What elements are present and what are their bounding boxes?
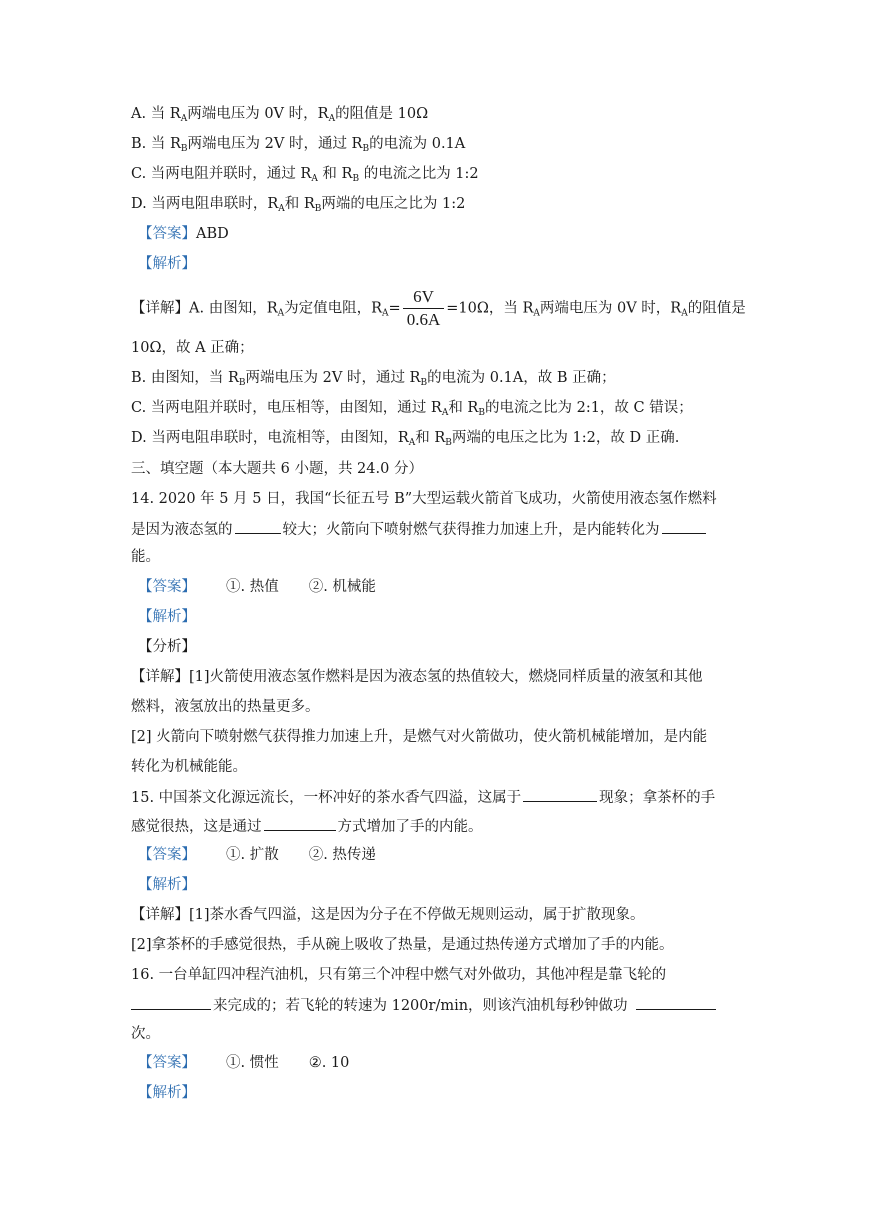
- detail-text: [1]火箭使用液态氢作燃料是因为液态氢的热值较大，燃烧同样质量的液氢和其他: [189, 669, 703, 685]
- subscript: A: [681, 308, 688, 319]
- option-c-pre: C. 当两电阻并联时，通过 R: [131, 166, 312, 182]
- answer-2: ②. 机械能: [308, 579, 376, 595]
- q15-detail-1: [131, 905, 645, 925]
- subscript: A: [311, 174, 318, 184]
- detail-b-pre: B. 由图知，当 R: [131, 370, 239, 386]
- subscript: A: [328, 114, 336, 124]
- detail-d: [131, 428, 679, 453]
- subscript: B: [180, 144, 188, 154]
- q14-analysis: [138, 607, 196, 627]
- answer-1: ①. 惯性: [226, 1055, 279, 1071]
- answer-label: 【答案】: [138, 1055, 196, 1071]
- answer-blank[interactable]: [264, 816, 336, 831]
- option-a-post: 的阻值是 10Ω: [335, 106, 429, 122]
- detail-d-post: 两端的电压之比为 1:2，故 D 正确.: [451, 430, 680, 446]
- analysis-label: 【解析】: [138, 1085, 196, 1101]
- q14-line3: 能。: [131, 549, 160, 565]
- equals-sign: =: [388, 300, 401, 317]
- subscript: A: [533, 308, 540, 319]
- answer-blank[interactable]: [235, 519, 281, 534]
- subscript: B: [445, 438, 452, 448]
- section-title: 三、填空题（本大题共 6 小题，共 24.0 分）: [131, 461, 423, 477]
- q13-analysis-label: [138, 254, 196, 274]
- subscript: A: [278, 204, 285, 214]
- q14-detail-2b: 转化为机械能能。: [131, 759, 247, 775]
- q14-fenxi: 【分析】: [138, 639, 196, 655]
- option-b-post: 的电流为 0.1A: [369, 136, 466, 152]
- option-b-pre: B. 当 R: [131, 136, 181, 152]
- q16-line3: 次。: [131, 1026, 160, 1042]
- answer-blank[interactable]: [662, 519, 706, 534]
- q15-line2-a: 感觉很热，这是通过: [131, 819, 262, 835]
- q16-analysis: [138, 1083, 196, 1103]
- subscript: B: [238, 378, 246, 388]
- detail-a-post2: 两端电压为 0V 时，R: [539, 300, 682, 317]
- detail-a-post3: 的阻值是: [687, 300, 746, 317]
- subscript: B: [314, 204, 322, 214]
- q16-line2-b: 来完成的；若飞轮的转速为 1200r/min，则该汽油机每秒钟做功: [213, 998, 628, 1014]
- option-c: [131, 164, 479, 189]
- fraction: [403, 286, 445, 331]
- q16-answer: [138, 1053, 349, 1073]
- option-d-pre: D. 当两电阻串联时，R: [131, 196, 279, 212]
- option-b: [131, 134, 465, 159]
- option-d: [131, 194, 465, 219]
- q14-detail-2a: [2] 火箭向下喷射燃气获得推力加速上升，是燃气对火箭做功，使火箭机械能增加，是内能: [131, 729, 708, 745]
- subscript: A: [382, 308, 389, 319]
- option-a-pre: A. 当 R: [131, 106, 181, 122]
- detail-d-mid: 和 R: [415, 430, 446, 446]
- option-d-post: 两端的电压之比为 1:2: [321, 196, 466, 212]
- q15-line1-a: 15. 中国茶文化源远流长，一杯冲好的茶水香气四溢，这属于: [131, 790, 522, 806]
- q15-detail-2: [2]拿茶杯的手感觉很热，手从碗上吸收了热量，是通过热传递方式增加了手的内能。: [131, 937, 674, 953]
- subscript: A: [408, 438, 416, 448]
- answer-1: ①. 扩散: [226, 847, 279, 863]
- option-a: [131, 104, 428, 129]
- answer-1: ①. 热值: [226, 579, 279, 595]
- subscript: A: [441, 408, 449, 418]
- detail-c-pre: C. 当两电阻并联时，电压相等，由图知，通过 R: [131, 400, 442, 416]
- subscript: B: [478, 408, 485, 418]
- answer-2: ②. 10: [308, 1055, 350, 1071]
- answer-blank[interactable]: [636, 995, 716, 1010]
- q14-line2-b: 较大；火箭向下喷射燃气获得推力加速上升，是内能转化为: [282, 522, 660, 538]
- detail-a-pre: A. 由图知，R: [189, 300, 278, 317]
- subscript: B: [420, 378, 428, 388]
- q15-line2: [131, 816, 483, 837]
- detail-a: [131, 286, 746, 336]
- answer-blank[interactable]: [131, 995, 211, 1010]
- detail-c-post: 的电流之比为 2:1，故 C 错误；: [484, 400, 693, 416]
- q14-answer: [138, 577, 376, 597]
- q14-line2: [131, 519, 708, 540]
- subscript: B: [352, 174, 360, 184]
- option-d-mid: 和 R: [284, 196, 315, 212]
- answer-label: 【答案】: [138, 847, 196, 863]
- option-c-post: 的电流之比为 1:2: [359, 166, 479, 182]
- q15-line1: [131, 787, 715, 808]
- analysis-label: 【解析】: [138, 877, 196, 893]
- detail-c: [131, 398, 693, 423]
- q16-line2: [131, 995, 718, 1016]
- option-a-mid: 两端电压为 0V 时，R: [187, 106, 329, 122]
- detail-label: 【详解】: [131, 907, 189, 923]
- detail-text: [1]茶水香气四溢，这是因为分子在不停做无规则运动，属于扩散现象。: [189, 907, 645, 923]
- fraction-denominator: 0.6A: [406, 310, 441, 329]
- detail-b-mid: 两端电压为 2V 时，通过 R: [245, 370, 421, 386]
- q14-detail-1a: [131, 667, 703, 687]
- subscript: A: [277, 308, 285, 319]
- analysis-label: 【解析】: [138, 609, 196, 625]
- fraction-numerator: 6V: [403, 286, 445, 309]
- detail-b: [131, 368, 616, 393]
- option-b-mid: 两端电压为 2V 时，通过 R: [187, 136, 363, 152]
- answer-label: 【答案】: [138, 579, 196, 595]
- q14-line2-a: 是因为液态氢的: [131, 522, 233, 538]
- q14-line1: 14. 2020 年 5 月 5 日，我国“长征五号 B”大型运载火箭首飞成功，火箭使用液态氢作燃料: [131, 491, 717, 507]
- analysis-label: 【解析】: [138, 256, 196, 272]
- answer-blank[interactable]: [523, 787, 597, 802]
- q15-answer: [138, 845, 376, 865]
- subscript: B: [362, 144, 370, 154]
- q15-line1-b: 现象；拿茶杯的手: [599, 790, 716, 806]
- answer-2: ②. 热传递: [308, 847, 376, 863]
- detail-b-post: 的电流为 0.1A，故 B 正确；: [427, 370, 616, 386]
- q15-line2-b: 方式增加了手的内能。: [337, 819, 483, 835]
- detail-a-mid: 为定值电阻，R: [284, 300, 383, 317]
- answer-label: 【答案】: [138, 226, 196, 242]
- q15-analysis: [138, 875, 196, 895]
- detail-label: 【详解】: [131, 300, 189, 317]
- subscript: A: [180, 114, 188, 124]
- answer-value: ABD: [196, 226, 229, 242]
- detail-a-post1: =10Ω，当 R: [446, 300, 534, 317]
- q13-answer: [138, 224, 229, 244]
- option-c-mid: 和 R: [317, 166, 353, 182]
- q14-detail-1b: 燃料，液氢放出的热量更多。: [131, 699, 320, 715]
- detail-a-cont: 10Ω，故 A 正确；: [131, 340, 254, 356]
- q16-line1: 16. 一台单缸四冲程汽油机，只有第三个冲程中燃气对外做功，其他冲程是靠飞轮的: [131, 967, 667, 983]
- detail-c-mid: 和 R: [448, 400, 479, 416]
- detail-d-pre: D. 当两电阻串联时，电流相等，由图知，R: [131, 430, 409, 446]
- detail-label: 【详解】: [131, 669, 189, 685]
